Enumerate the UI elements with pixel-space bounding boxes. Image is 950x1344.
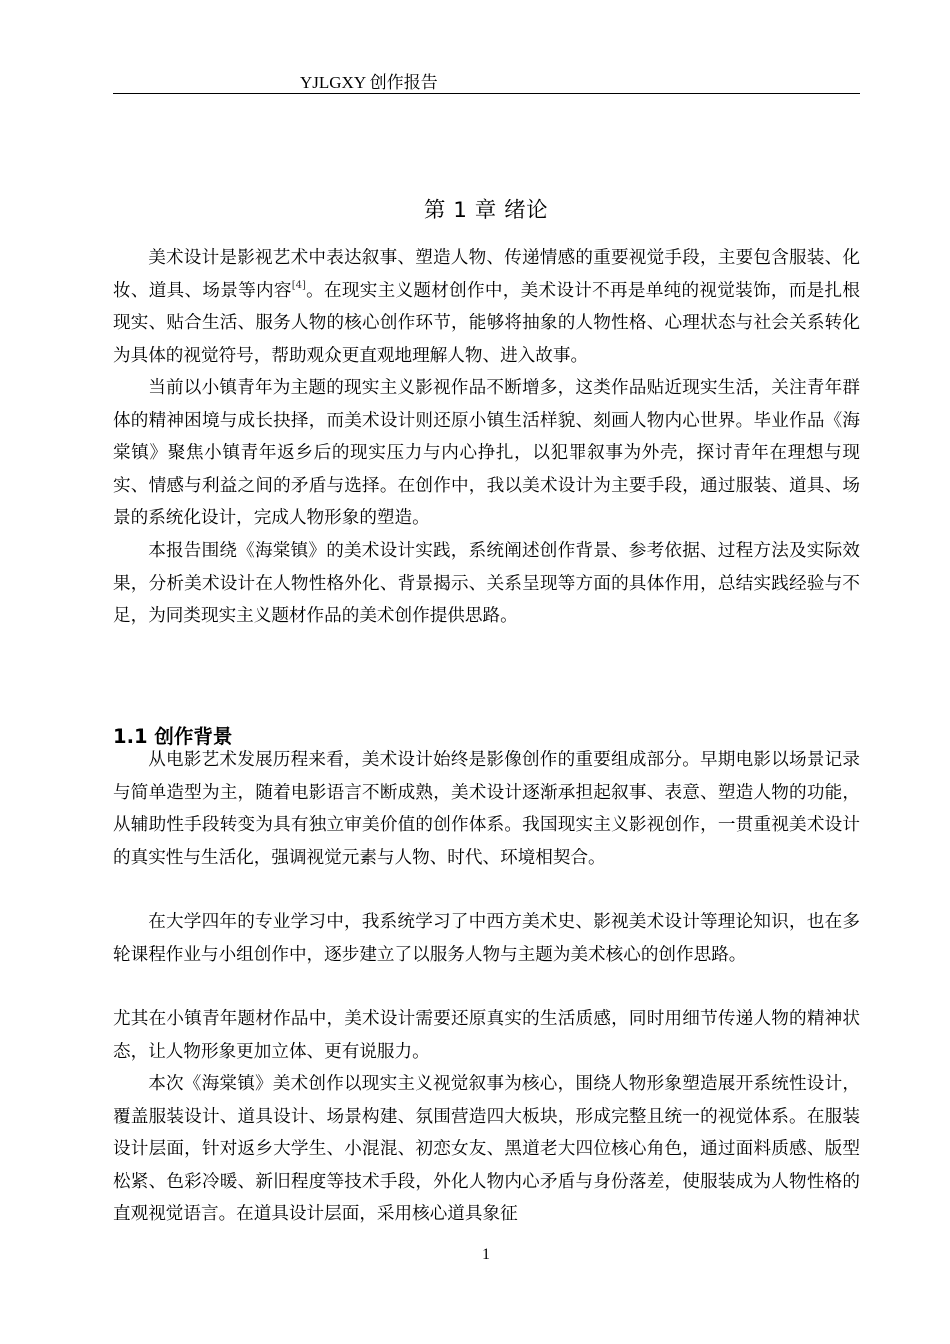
page-number: 1: [482, 1246, 490, 1263]
chapter-title: 第 1 章 绪论: [423, 198, 549, 224]
intro-paragraph-1-text-cont: 。在现实主义题材创作中，美术设计不再是单纯的视觉装饰，而是扎根现实、贴合生活、服务人物的核心创作环节，能够将抽象的人物性格、心理状态与社会关系转化为具体的视觉符号，帮助观众更直观地理解人物、进入故事。: [113, 280, 860, 366]
intro-paragraph-1-text: 美术设计是影视艺术中表达叙事、塑造人物、传递情感的重要视觉手段，主要包含服装、化妆、道具、场景等内容: [113, 248, 860, 301]
header-divider: [113, 93, 860, 94]
section-title: 1.1 创作背景: [113, 725, 233, 749]
intro-paragraph-1: [113, 242, 860, 372]
citation-ref: [4]: [291, 279, 306, 291]
intro-paragraph-2: 当前以小镇青年为主题的现实主义影视作品不断增多，这类作品贴近现实生活，关注青年群体的精神困境与成长抉择，而美术设计则还原小镇生活样貌、刻画人物内心世界。毕业作品《海棠镇》聚焦小镇青年返乡后的现实压力与内心挣扎，以犯罪叙事为外壳，探讨青年在理想与现实、情感与利益之间的矛盾与选择。在创作中，我以美术设计为主要手段，通过服装、道具、场景的系统化设计，完成人物形象的塑造。: [113, 378, 860, 528]
section-paragraph-1: 从电影艺术发展历程来看，美术设计始终是影像创作的重要组成部分。早期电影以场景记录与简单造型为主，随着电影语言不断成熟，美术设计逐渐承担起叙事、表意、塑造人物的功能，从辅助性手段转变为具有独立审美价值的创作体系。我国现实主义影视创作，一贯重视美术设计的真实性与生活化，强调视觉元素与人物、时代、环境相契合。: [113, 750, 860, 868]
intro-paragraph-3: 本报告围绕《海棠镇》的美术设计实践，系统阐述创作背景、参考依据、过程方法及实际效果，分析美术设计在人物性格外化、背景揭示、关系呈现等方面的具体作用，总结实践经验与不足，为同类现实主义题材作品的美术创作提供思路。: [113, 541, 860, 626]
section-paragraph-2: 在大学四年的专业学习中，我系统学习了中西方美术史、影视美术设计等理论知识，也在多轮课程作业与小组创作中，逐步建立了以服务人物与主题为美术核心的创作思路。: [113, 912, 860, 965]
section-paragraph-3: 尤其在小镇青年题材作品中，美术设计需要还原真实的生活质感，同时用细节传递人物的精神状态，让人物形象更加立体、更有说服力。: [113, 1009, 860, 1062]
page-header: YJLGXY 创作报告: [300, 73, 438, 92]
section-paragraph-4: 本次《海棠镇》美术创作以现实主义视觉叙事为核心，围绕人物形象塑造展开系统性设计，覆盖服装设计、道具设计、场景构建、氛围营造四大板块，形成完整且统一的视觉体系。在服装设计层面，针对返乡大学生、小混混、初恋女友、黑道老大四位核心角色，通过面料质感、版型松紧、色彩冷暖、新旧程度等技术手段，外化人物内心矛盾与身份落差，使服装成为人物性格的直观视觉语言。在道具设计层面，采用核心道具象征: [113, 1074, 860, 1224]
